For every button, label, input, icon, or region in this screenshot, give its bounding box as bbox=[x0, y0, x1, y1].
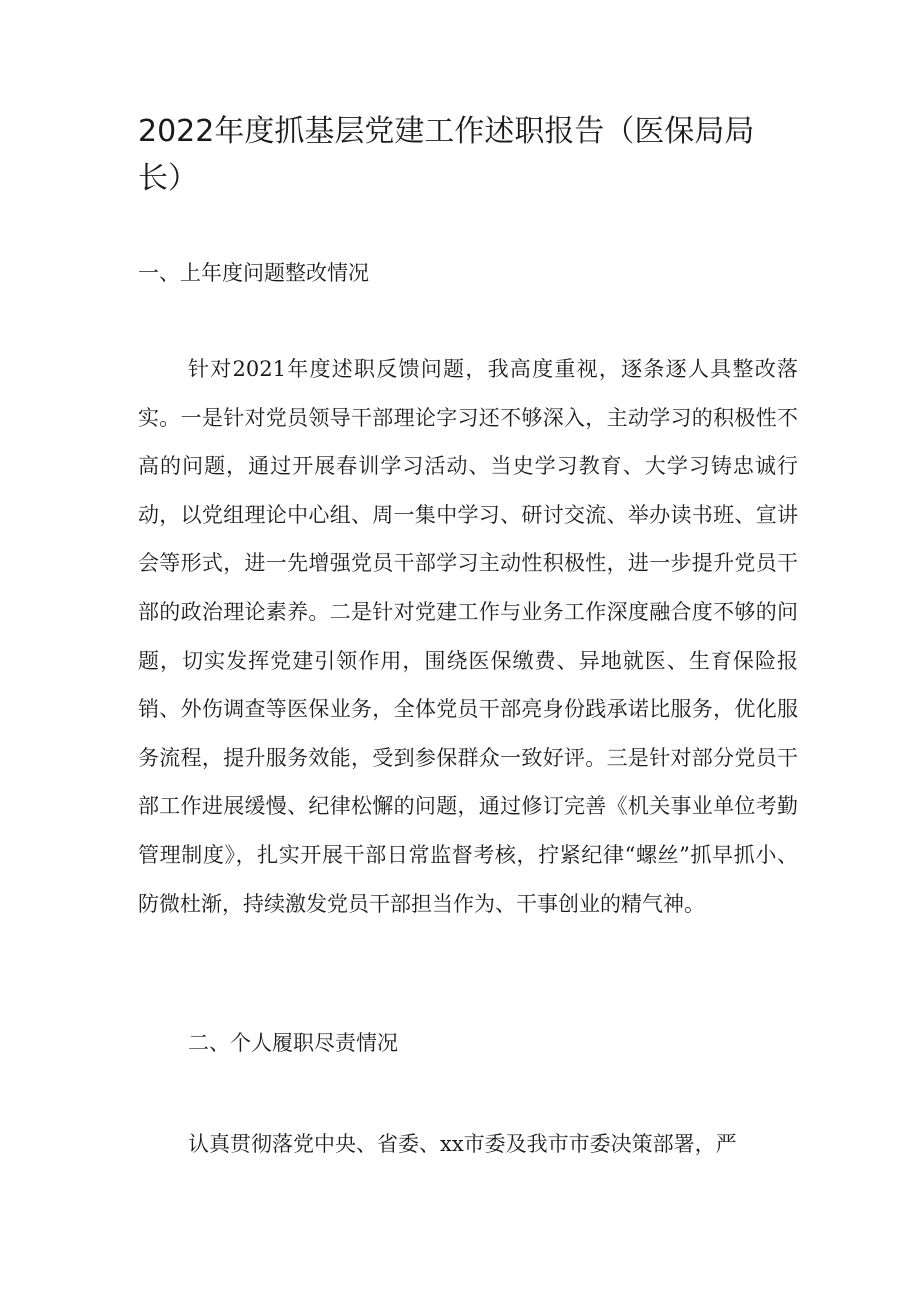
document-title: 2022年度抓基层党建工作述职报告（医保局局长） bbox=[138, 114, 755, 196]
section-heading-2: 二、个人履职尽责情况 bbox=[188, 1031, 398, 1055]
section-1-paragraph: 针对2021年度述职反馈问题，我高度重视，逐条逐人具整改落实。一是针对党员领导干部理论字习还不够深入，主动学习的积极性不高的问题，通过开展春训学习活动、当史学习教育、大学习铸忠诚行动，以党组理论中心组、周一集中学习、研讨交流、举办读书班、宣讲会等形式，进一先增强党员干部学习主动性积极性，进一步提升党员干部的政治理论素养。二是针对党建工作与业务工作深度融合度不够的问题，切实发挥党建引领作用，围绕医保缴费、异地就医、生育保险报销、外伤调查等医保业务，全体党员干部亮身份践承诺比服务，优化服务流程，提升服务效能，受到参保群众一致好评。三是针对部分党员干部工作进展缓慢、纪律松懈的问题，通过修订完善《机关事业单位考勤管理制度》，扎实开展干部日常监督考核，拧紧纪律“螺丝”抓早抓小、防微杜渐，持续激发党员干部担当作为、干事创业的精气神。 bbox=[138, 357, 798, 916]
section-heading-1: 一、上年度问题整改情况 bbox=[138, 261, 369, 285]
section-2-paragraph: 认真贯彻落党中央、省委、xx市委及我市市委决策部署，严 bbox=[188, 1132, 737, 1156]
